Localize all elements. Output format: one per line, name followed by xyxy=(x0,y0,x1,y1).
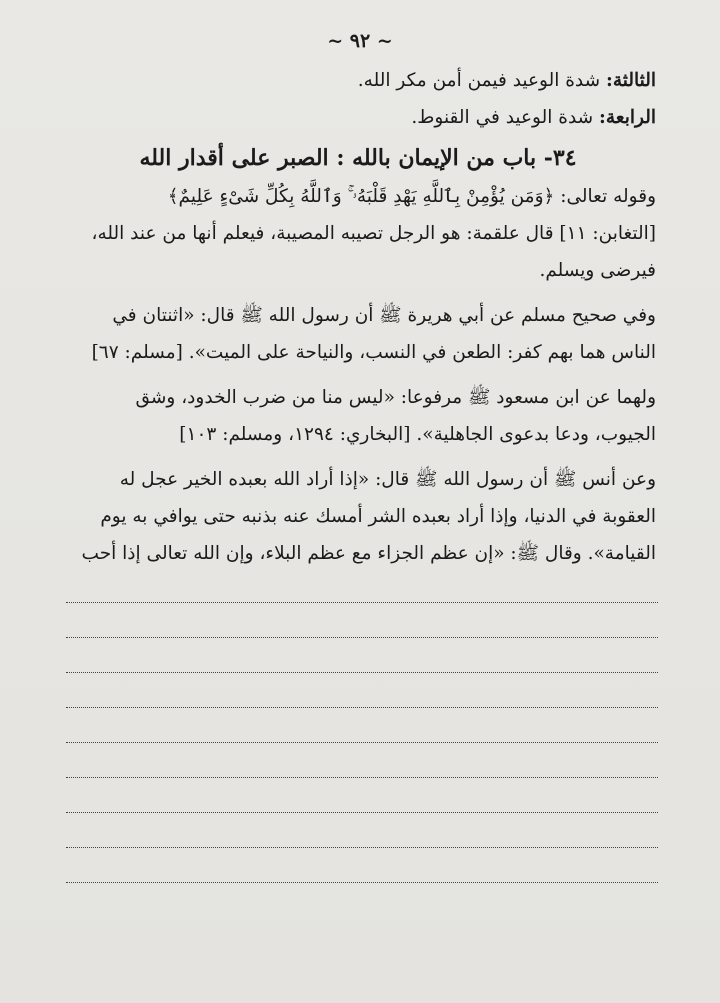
ruled-line xyxy=(66,882,658,883)
paragraph-quran-verse xyxy=(60,178,656,289)
text-line: القيامة». وقال ﷺ: «إن عظم الجزاء مع عظم البلاء، وإن الله تعالى إذا أحب xyxy=(81,543,656,564)
ruled-line xyxy=(66,672,658,673)
page-number: ~ ٩٢ ~ xyxy=(327,30,393,52)
paragraph-hadith-anas xyxy=(60,461,656,572)
item-text: شدة الوعيد فيمن أمن مكر الله. xyxy=(357,70,607,91)
text-line: [التغابن: ١١] قال علقمة: هو الرجل تصيبه المصيبة، فيعلم أنها من عند الله، xyxy=(91,223,656,244)
ruled-line xyxy=(66,812,658,813)
item-label: الرابعة: xyxy=(599,107,656,128)
text-line: الجيوب، ودعا بدعوى الجاهلية». [البخاري: ١٢٩٤، ومسلم: ١٠٣] xyxy=(179,424,656,445)
item-text: شدة الوعيد في القنوط. xyxy=(411,107,600,128)
text-line: فيرضى ويسلم. xyxy=(539,260,656,281)
list-item-third xyxy=(60,62,656,99)
text-line: العقوبة في الدنيا، وإذا أراد بعبده الشر أمسك عنه بذنبه حتى يوافي به يوم xyxy=(100,506,656,527)
item-label: الثالثة: xyxy=(606,70,656,91)
text-line: الناس هما بهم كفر: الطعن في النسب، والنياحة على الميت». [مسلم: ٦٧] xyxy=(91,342,656,363)
text-line: وقوله تعالى: ﴿وَمَن يُؤْمِنْ بِٱللَّهِ يَهْدِ قَلْبَهُۥ ۚ وَٱللَّهُ بِكُلِّ شَىْءٍ عَلِيمٌ﴾ xyxy=(167,186,656,207)
text-line: ولهما عن ابن مسعود ﷺ مرفوعا: «ليس منا من ضرب الخدود، وشق xyxy=(135,387,656,408)
chapter-heading: ٣٤- باب من الإيمان بالله : الصبر على أقدار الله xyxy=(139,145,577,171)
notes-ruled-lines xyxy=(66,602,658,902)
ruled-line xyxy=(66,637,658,638)
ruled-line xyxy=(66,847,658,848)
ruled-line xyxy=(66,742,658,743)
page-content xyxy=(60,62,656,572)
text-line: وعن أنس ﷺ أن رسول الله ﷺ قال: «إذا أراد الله بعبده الخير عجل له xyxy=(119,469,656,490)
list-item-fourth xyxy=(60,99,656,136)
text-line: وفي صحيح مسلم عن أبي هريرة ﷺ أن رسول الله ﷺ قال: «اثنتان في xyxy=(112,305,656,326)
paragraph-hadith-ibn-masud xyxy=(60,379,656,453)
ruled-line xyxy=(66,777,658,778)
ruled-line xyxy=(66,602,658,603)
ruled-line xyxy=(66,707,658,708)
paragraph-hadith-muslim xyxy=(60,297,656,371)
